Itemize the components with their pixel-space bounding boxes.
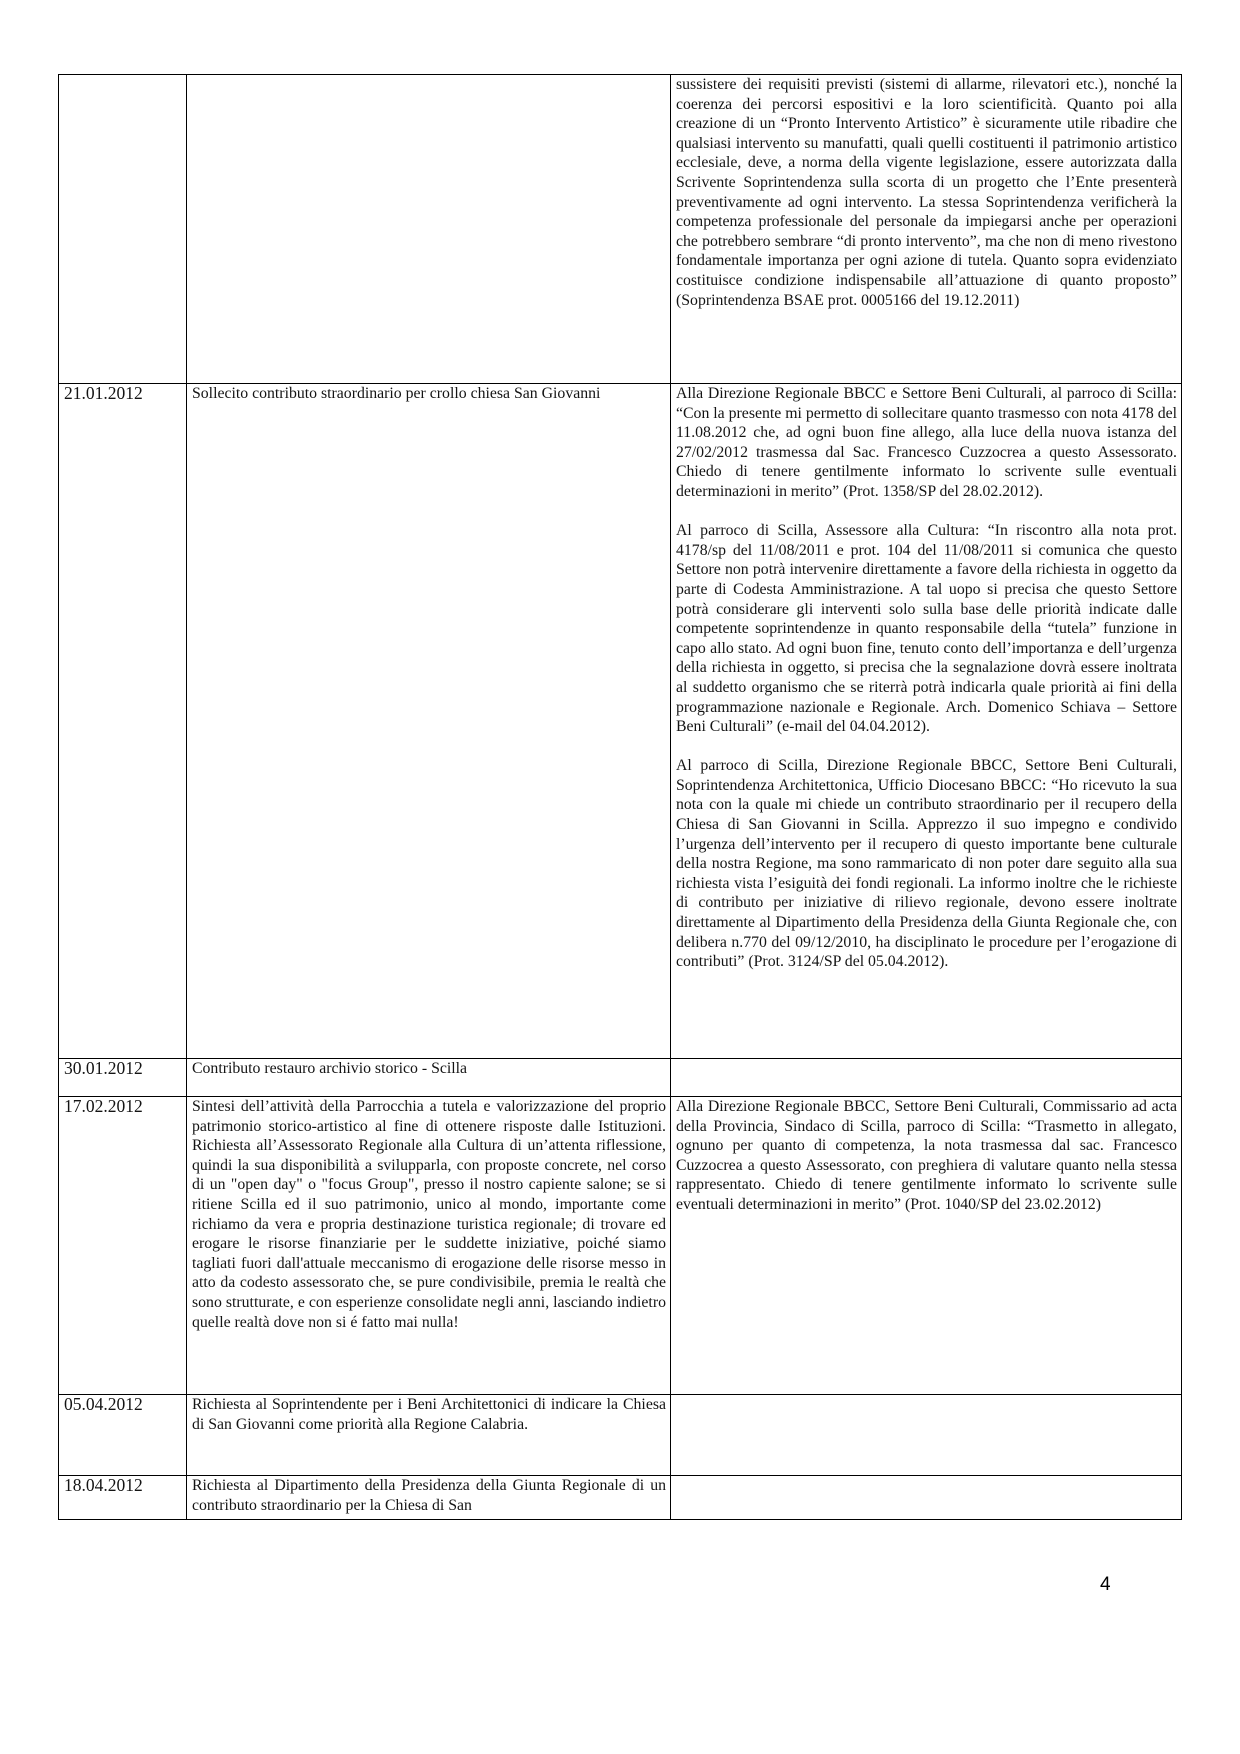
subject-cell: Richiesta al Dipartimento della Presidenza della Giunta Regionale di un contributo straordinario per la Chiesa di San — [187, 1476, 671, 1520]
date-cell — [59, 75, 187, 384]
subject-cell: Sollecito contributo straordinario per crollo chiesa San Giovanni — [187, 384, 671, 1059]
response-paragraph: sussistere dei requisiti previsti (sistemi di allarme, rilevatori etc.), nonché la coerenza dei percorsi espositivi e la loro scientificità. Quanto poi alla creazione di un “Pronto Intervento Artistico” è sicuramente utile ribadire che qualsiasi intervento su manufatti, quali quelli costituenti il patrimonio artistico ecclesiale, deve, a norma della vigente legislazione, essere autorizzata dalla Scrivente Soprintendenza sulla scorta di un progetto che l’Ente presenterà preventivamente ad ogni intervento. La stessa Soprintendenza verificherà la competenza professionale del personale da impiegarsi anche per operazioni che potrebbero sembrare “di pronto intervento”, ma che non di meno rivestono fondamentale importanza per ogni azione di tutela. Quanto sopra evidenziato costituisce condizione indispensabile all’attuazione di quanto proposto” (Soprintendenza BSAE prot. 0005166 del 19.12.2011) — [676, 76, 1177, 309]
date-cell: 30.01.2012 — [59, 1059, 187, 1097]
response-cell — [671, 1395, 1182, 1476]
page-number: 4 — [1100, 1574, 1111, 1595]
table-row — [59, 1097, 1182, 1395]
subject-cell: Contributo restauro archivio storico - Scilla — [187, 1059, 671, 1097]
response-cell — [671, 384, 1182, 1059]
response-paragraph: Alla Direzione Regionale BBCC e Settore Beni Culturali, al parroco di Scilla: “Con la presente mi permetto di sollecitare quanto trasmesso con nota 4178 del 11.08.2012 che, ad ogni buon fine allego, alla luce della nuova istanza del 27/02/2012 trasmessa dal Sac. Francesco Cuzzocrea a questo Assessorato. Chiedo di tenere gentilmente informato lo scrivente sulle eventuali determinazioni in merito” (Prot. 1358/SP del 28.02.2012). — [676, 385, 1177, 500]
response-cell — [671, 1476, 1182, 1520]
response-cell — [671, 1097, 1182, 1395]
response-cell — [671, 75, 1182, 384]
date-cell: 18.04.2012 — [59, 1476, 187, 1520]
response-paragraph: Alla Direzione Regionale BBCC, Settore Beni Culturali, Commissario ad acta della Provincia, Sindaco di Scilla, parroco di Scilla: “Trasmetto in allegato, ognuno per quanto di competenza, la nota trasmessa dal sac. Francesco Cuzzocrea a questo Assessorato, con preghiera di valutare quanto nella stessa rappresentato. Chiedo di tenere gentilmente informato lo scrivente sulle eventuali determinazioni in merito” (Prot. 1040/SP del 23.02.2012) — [676, 1098, 1177, 1213]
correspondence-table — [58, 74, 1182, 1520]
response-paragraph: Al parroco di Scilla, Direzione Regionale BBCC, Settore Beni Culturali, Soprintendenza Architettonica, Ufficio Diocesano BBCC: “Ho ricevuto la sua nota con la quale mi chiede un contributo straordinario per il recupero della Chiesa di San Giovanni in Scilla. Apprezzo il suo impegno e condivido l’urgenza dell’intervento per il recupero di questo importante bene culturale della nostra Regione, ma sono rammaricato di non poter dare seguito alla sua richiesta vista l’esiguità dei fondi regionali. La informo inoltre che le richieste di contributo per iniziative di rilievo regionale, devono essere inoltrate direttamente al Dipartimento della Presidenza della Giunta Regionale che, con delibera n.770 del 09/12/2010, ha disciplinato le procedure per l’erogazione di contributi” (Prot. 3124/SP del 05.04.2012). — [676, 757, 1177, 971]
date-cell: 17.02.2012 — [59, 1097, 187, 1395]
date-cell: 05.04.2012 — [59, 1395, 187, 1476]
response-cell — [671, 1059, 1182, 1097]
subject-cell — [187, 75, 671, 384]
response-paragraph: Al parroco di Scilla, Assessore alla Cultura: “In riscontro alla nota prot. 4178/sp del 11/08/2011 e prot. 104 del 11/08/2011 si comunica che questo Settore non potrà intervenire direttamente a favore della richiesta in oggetto da parte di Codesta Amministrazione. A tal uopo si precisa che questo Settore potrà considerare gli interventi solo sulla base delle priorità indicate dalle competente soprintendenze in quanto responsabile della “tutela” funzione in capo allo stato. Ad ogni buon fine, tenuto conto dell’importanza e dell’urgenza della richiesta in oggetto, si precisa che la segnalazione dovrà essere inoltrata al suddetto organismo che se riterrà potrà indicarla quale priorità ai fini della programmazione nazionale e Regionale. Arch. Domenico Schiava – Settore Beni Culturali” (e-mail del 04.04.2012). — [676, 522, 1177, 736]
table-row — [59, 384, 1182, 1059]
date-cell: 21.01.2012 — [59, 384, 187, 1059]
table-row — [59, 1395, 1182, 1476]
subject-cell: Richiesta al Soprintendente per i Beni Architettonici di indicare la Chiesa di San Giovanni come priorità alla Regione Calabria. — [187, 1395, 671, 1476]
table-row — [59, 1476, 1182, 1520]
subject-cell: Sintesi dell’attività della Parrocchia a tutela e valorizzazione del proprio patrimonio storico-artistico al fine di ottenere risposte dalle Istituzioni. Richiesta all’Assessorato Regionale alla Cultura di un’attenta riflessione, quindi la sua disponibilità a svilupparla, con proposte concrete, nel corso di un "open day" o "focus Group", presso il nostro capiente salone; se si ritiene Scilla ed il suo patrimonio, unico al mondo, importante come richiamo da vera e propria destinazione turistica regionale; di trovare ed erogare le risorse finanziarie per le suddette iniziative, poiché siamo tagliati fuori dall'attuale meccanismo di erogazione delle risorse messo in atto da codesto assessorato che, se pure condivisibile, premia le realtà che sono strutturate, e con esperienze consolidate negli anni, lasciando indietro quelle realtà dove non si é fatto mai nulla! — [187, 1097, 671, 1395]
table-row — [59, 75, 1182, 384]
table-row — [59, 1059, 1182, 1097]
